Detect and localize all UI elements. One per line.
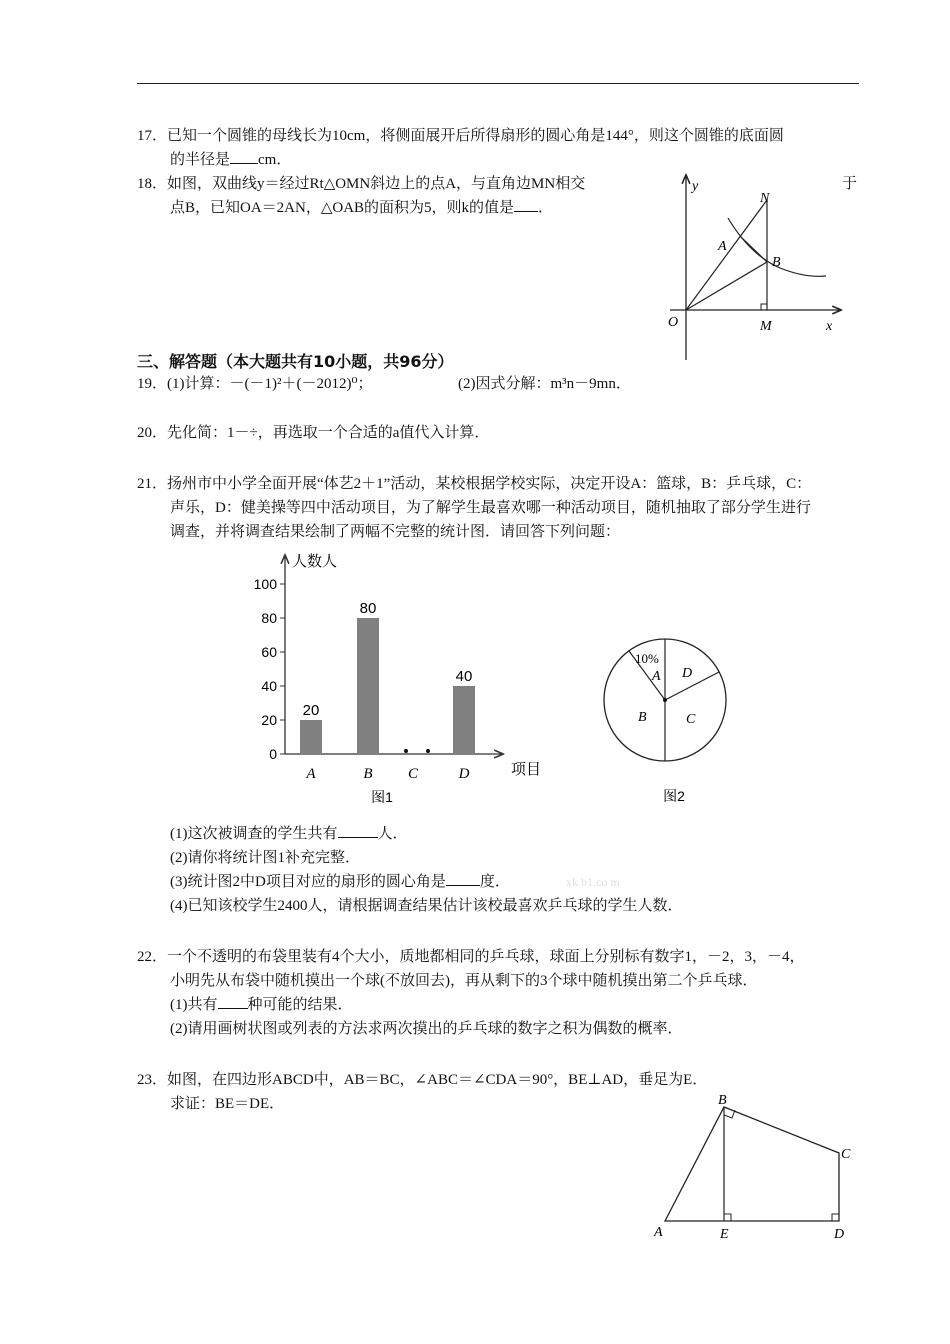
bar-chart-ytick-label: 60 — [261, 644, 277, 660]
q18-label-B: B — [772, 255, 781, 270]
q17-text-line1: 已知一个圆锥的母线长为10cm，将侧面展开后所得扇形的圆心角是144°，则这个圆锥的底面圆 — [167, 128, 784, 144]
q20-line — [137, 421, 489, 445]
q18-tail: 于 — [842, 176, 858, 192]
q17-answer-blank[interactable] — [230, 149, 258, 164]
q23-right-angle-D — [832, 1214, 839, 1221]
q18-segment-ON — [686, 200, 767, 310]
bar-category-label-C: C — [407, 766, 419, 782]
section-3-heading: 三、解答题（本大题共有10小题，共96分） — [137, 352, 454, 371]
pie-center — [663, 698, 667, 702]
watermark-text: xk b1.co m — [566, 875, 620, 889]
q18-line1 — [137, 172, 585, 196]
q18-right-angle-mark — [761, 304, 767, 310]
bar-chart-dot-c-left — [404, 749, 408, 753]
q22-line2: 小明先从布袋中随机摸出一个球(不放回去)，再从剩下的3个球中随机摸出第二个乒乓球． — [170, 973, 758, 989]
pie-label-A: A — [652, 669, 661, 684]
q20-text: 先化简：1－÷，再选取一个合适的a值代入计算． — [167, 425, 490, 441]
bar-data-label-A: 20 — [302, 702, 320, 719]
q19-part1: (1)计算：－(－1)²＋(－2012)⁰； — [167, 376, 373, 392]
q22-number: 22． — [137, 949, 168, 965]
q22-sub1-blank[interactable] — [218, 994, 248, 1009]
q18-label-N: N — [760, 191, 770, 206]
bar-A — [300, 720, 322, 754]
bar-category-label-A: A — [306, 766, 316, 782]
bar-chart-ytick-label: 20 — [261, 712, 277, 728]
q21-line3: 调查，并将调查结果绘制了两幅不完整的统计图．请回答下列问题： — [170, 524, 621, 540]
q17-line2-pre: 的半径是 — [170, 152, 231, 168]
q21-sub2: (2)请你将统计图1补充完整． — [170, 850, 360, 866]
q18-text-line1: 如图，双曲线y＝经过Rt△OMN斜边上的点A，与直角边MN相交 — [167, 176, 586, 192]
pie-chart-caption: 图2 — [663, 788, 685, 804]
q17-line1 — [137, 124, 784, 148]
q18-label-A: A — [718, 239, 727, 254]
q22-sub1 — [170, 993, 353, 1017]
q17-number: 17． — [137, 128, 168, 144]
bar-category-label-B: B — [363, 766, 373, 782]
q19-line — [137, 372, 373, 396]
bar-data-label-B: 80 — [359, 600, 377, 617]
bar-chart-xlabel: 项目 — [511, 761, 542, 778]
bar-chart-marks — [254, 576, 475, 782]
q23-line1 — [137, 1068, 707, 1092]
q21-sub1-blank[interactable] — [338, 823, 378, 838]
q21-sub4: (4)已知该校学生2400人，请根据调查结果估计该校最喜欢乒乓球的学生人数． — [170, 898, 683, 914]
q21-pie-chart — [598, 632, 738, 822]
bar-category-label-D: D — [458, 766, 470, 782]
q22-sub1-pre: (1)共有 — [170, 997, 218, 1013]
bar-chart-ytick-label: 100 — [253, 576, 277, 592]
q19-number: 19． — [137, 376, 168, 392]
pie-label-C: C — [686, 712, 696, 727]
q18-line2-pre: 点B，已知OA＝2AN，△OAB的面积为5，则k的值是 — [170, 200, 515, 216]
bar-chart-ylabel: 人数人 — [292, 553, 338, 570]
q21-sub1-post: 人． — [377, 826, 408, 842]
bar-B — [357, 618, 379, 754]
q21-sub3-blank[interactable] — [446, 871, 480, 886]
bar-D — [453, 686, 475, 754]
q18-number: 18． — [137, 176, 168, 192]
q21-sub3-post: 度． — [479, 874, 510, 890]
q17-line2-post: cm． — [258, 152, 292, 168]
q21-sub3-pre: (3)统计图2中D项目对应的扇形的圆心角是 — [170, 874, 446, 890]
q21-sub3 — [170, 870, 510, 894]
q21-line1 — [137, 472, 811, 496]
q23-text-line1: 如图，在四边形ABCD中，AB＝BC，∠ABC＝∠CDA＝90°，BE⊥AD，垂足为E． — [167, 1072, 708, 1088]
q23-quadrilateral-figure — [648, 1088, 863, 1248]
q23-label-A: A — [654, 1225, 663, 1240]
q23-label-C: C — [841, 1147, 851, 1162]
q18-label-x: x — [826, 319, 833, 334]
q23-label-E: E — [720, 1227, 729, 1242]
q19-part2: (2)因式分解：m³n－9mn． — [458, 376, 631, 392]
bar-chart-dot-c-right — [426, 749, 430, 753]
q21-bar-chart — [240, 548, 560, 818]
bar-chart-caption: 图1 — [371, 789, 393, 805]
q18-answer-blank[interactable] — [514, 197, 538, 212]
q18-label-O: O — [668, 315, 679, 330]
q18-label-y: y — [692, 179, 699, 194]
q17-line2 — [170, 148, 291, 172]
q18-label-M: M — [760, 319, 772, 334]
q23-label-D: D — [834, 1227, 845, 1242]
q21-number: 21． — [137, 476, 168, 492]
pie-label-B: B — [638, 710, 647, 725]
q23-number: 23． — [137, 1072, 168, 1088]
q23-line2: 求证：BE＝DE． — [170, 1096, 285, 1112]
q21-sub1 — [170, 822, 408, 846]
q21-sub1-pre: (1)这次被调查的学生共有 — [170, 826, 338, 842]
q23-label-B: B — [718, 1093, 727, 1108]
q18-line2-post: ． — [538, 200, 554, 216]
q22-sub2: (2)请用画树状图或列表的方法求两次摸出的乒乓球的数字之积为偶数的概率． — [170, 1021, 683, 1037]
pie-label-percent: 10% — [635, 651, 659, 666]
q18-line2 — [170, 196, 553, 220]
q22-text-line1: 一个不透明的布袋里装有4个大小，质地都相同的乒乓球，球面上分别标有数字1，－2，3，－4， — [167, 949, 805, 965]
bar-chart-ytick-label: 80 — [261, 610, 277, 626]
q21-text-line1: 扬州市中小学全面开展“体艺2＋1”活动，某校根据学校实际，决定开设A：篮球，B：乒乓球，C： — [167, 476, 812, 492]
header-rule — [137, 83, 859, 84]
q22-line1 — [137, 945, 805, 969]
bar-chart-ytick-label: 40 — [261, 678, 277, 694]
bar-data-label-D: 40 — [455, 668, 473, 685]
q18-hyperbola-figure — [650, 170, 850, 370]
q22-sub1-post: 种可能的结果． — [247, 997, 353, 1013]
q23-right-angle-E — [724, 1214, 731, 1221]
q21-line2: 声乐，D：健美操等四中活动项目，为了解学生最喜欢哪一种活动项目，随机抽取了部分学生进行 — [170, 500, 811, 516]
q18-segment-OB — [686, 262, 767, 310]
bar-chart-ytick-label: 0 — [269, 746, 277, 762]
pie-label-D: D — [682, 666, 693, 681]
q20-number: 20． — [137, 425, 168, 441]
q23-quadrilateral-ABCD — [665, 1107, 839, 1221]
